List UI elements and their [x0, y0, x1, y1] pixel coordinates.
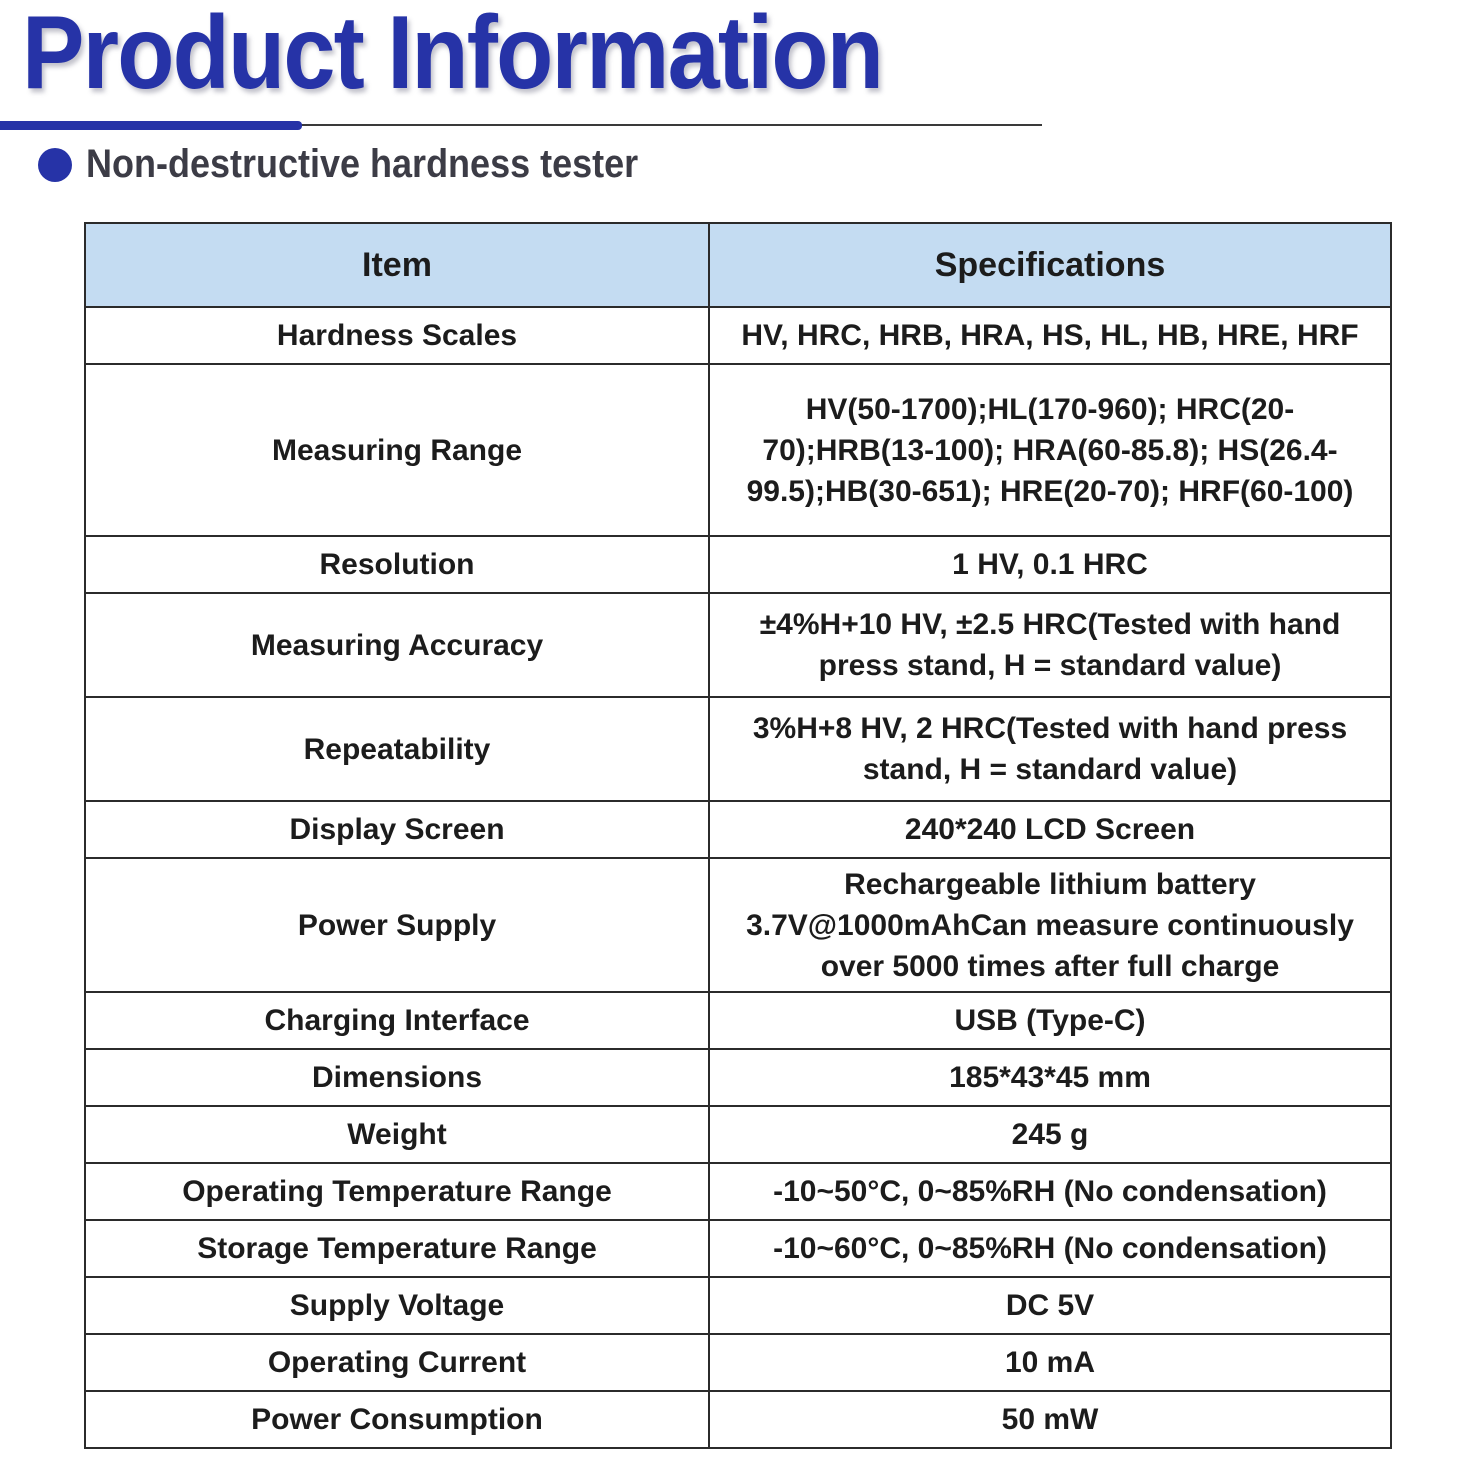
- spec-cell: 240*240 LCD Screen: [709, 801, 1391, 858]
- bullet-icon: [38, 148, 72, 182]
- spec-cell: 10 mA: [709, 1334, 1391, 1391]
- item-cell: Display Screen: [85, 801, 709, 858]
- table-row: [85, 858, 1391, 992]
- item-cell: Repeatability: [85, 697, 709, 801]
- spec-cell: Rechargeable lithium battery 3.7V@1000mAhCan measure continuously over 5000 times after full charge: [709, 858, 1391, 992]
- item-cell: Charging Interface: [85, 992, 709, 1049]
- spec-cell: 50 mW: [709, 1391, 1391, 1448]
- item-cell: Power Consumption: [85, 1391, 709, 1448]
- table-row: [85, 992, 1391, 1049]
- page-title: Product Information: [22, 0, 883, 111]
- table-row: [85, 1334, 1391, 1391]
- spec-cell: USB (Type-C): [709, 992, 1391, 1049]
- table-row: [85, 1049, 1391, 1106]
- table-row: [85, 1220, 1391, 1277]
- item-cell: Resolution: [85, 536, 709, 593]
- table-row: [85, 1391, 1391, 1448]
- table-row: [85, 536, 1391, 593]
- subtitle-text: Non-destructive hardness tester: [86, 142, 639, 186]
- item-cell: Power Supply: [85, 858, 709, 992]
- item-cell: Hardness Scales: [85, 307, 709, 364]
- item-cell: Dimensions: [85, 1049, 709, 1106]
- item-cell: Operating Temperature Range: [85, 1163, 709, 1220]
- column-header-item: Item: [85, 223, 709, 307]
- table-row: [85, 697, 1391, 801]
- spec-cell: 3%H+8 HV, 2 HRC(Tested with hand press stand, H = standard value): [709, 697, 1391, 801]
- spec-cell: 245 g: [709, 1106, 1391, 1163]
- spec-table: [84, 222, 1392, 1449]
- table-row: [85, 1277, 1391, 1334]
- spec-cell: HV, HRC, HRB, HRA, HS, HL, HB, HRE, HRF: [709, 307, 1391, 364]
- table-row: [85, 593, 1391, 697]
- spec-cell: DC 5V: [709, 1277, 1391, 1334]
- spec-cell: HV(50-1700);HL(170-960); HRC(20-70);HRB(13-100); HRA(60-85.8); HS(26.4-99.5);HB(30-651); HRE(20-70); HRF(60-100): [709, 364, 1391, 536]
- title-accent-bar: [0, 121, 302, 130]
- product-subtitle: [38, 142, 700, 187]
- spec-cell: -10~60°C, 0~85%RH (No condensation): [709, 1220, 1391, 1277]
- table-header-row: [85, 223, 1391, 307]
- spec-cell: ±4%H+10 HV, ±2.5 HRC(Tested with hand press stand, H = standard value): [709, 593, 1391, 697]
- item-cell: Measuring Range: [85, 364, 709, 536]
- table-row: [85, 1106, 1391, 1163]
- column-header-specifications: Specifications: [709, 223, 1391, 307]
- table-row: [85, 1163, 1391, 1220]
- table-row: [85, 801, 1391, 858]
- table-row: [85, 364, 1391, 536]
- item-cell: Weight: [85, 1106, 709, 1163]
- table-row: [85, 307, 1391, 364]
- spec-cell: 185*43*45 mm: [709, 1049, 1391, 1106]
- item-cell: Measuring Accuracy: [85, 593, 709, 697]
- item-cell: Storage Temperature Range: [85, 1220, 709, 1277]
- item-cell: Supply Voltage: [85, 1277, 709, 1334]
- spec-cell: 1 HV, 0.1 HRC: [709, 536, 1391, 593]
- spec-cell: -10~50°C, 0~85%RH (No condensation): [709, 1163, 1391, 1220]
- item-cell: Operating Current: [85, 1334, 709, 1391]
